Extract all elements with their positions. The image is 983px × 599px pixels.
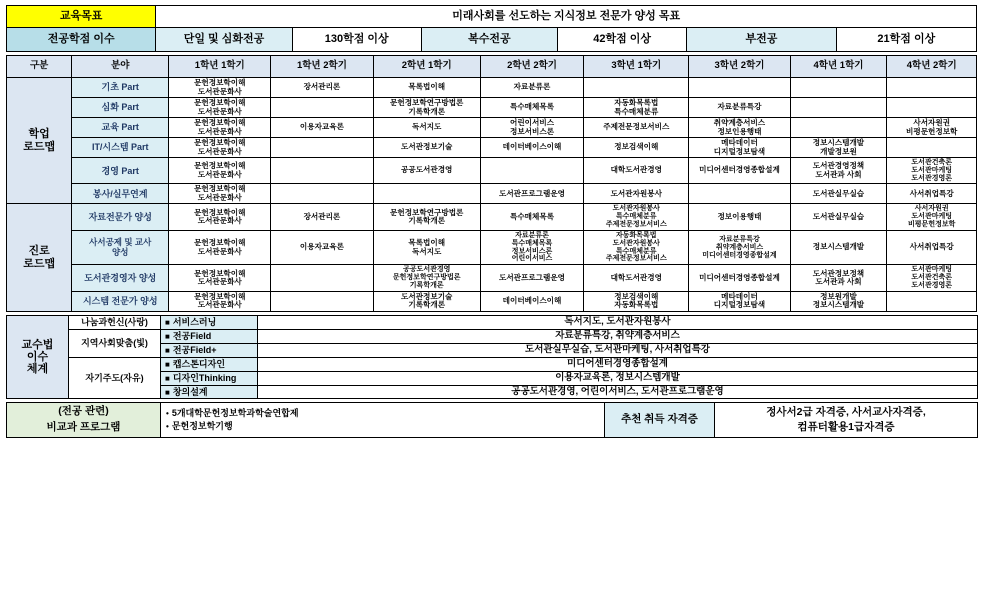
credit-value-2: 21학점 이상 (836, 28, 976, 52)
teaching-tag (161, 343, 258, 357)
course-cell: 도서관경영정책 도서관과 사회 (790, 158, 887, 184)
table-row (7, 315, 978, 329)
course-cell: 문헌정보학이해 도서관문화사 (169, 204, 271, 230)
course-cell: 대학도서관경영 (584, 265, 689, 291)
extracurricular-item (166, 420, 603, 434)
goal-credits-table (6, 5, 977, 52)
extracurricular-items (161, 403, 605, 438)
course-cell: 특수매체목록 (480, 98, 583, 118)
group-label-career-l2: 로드맵 (23, 257, 56, 270)
course-cell: 독서지도 (373, 118, 480, 138)
course-cell: 사서자원권 비평문헌정보학 (887, 118, 977, 138)
teaching-value: 독서지도, 도서관자원봉사 (258, 315, 978, 329)
square-bullet-icon: ■ (165, 345, 170, 355)
certificate-value-l2: 컴퓨터활용1급자격증 (797, 421, 895, 434)
course-cell (887, 78, 977, 98)
certificate-label: 추천 취득 자격증 (605, 403, 715, 438)
header-term-2-1: 2학년 1학기 (373, 56, 480, 78)
course-cell: 사서자원권 도서관마케팅 비평문헌정보학 (887, 204, 977, 230)
group-label-academic-l1: 학업 (28, 128, 50, 141)
header-term-1-1: 1학년 1학기 (169, 56, 271, 78)
course-cell: 데이터베이스이해 (480, 291, 583, 311)
teaching-method-table (6, 315, 978, 400)
course-cell: 자료분류특강 (689, 98, 790, 118)
table-row (7, 184, 977, 204)
course-cell: 목록법이해 (373, 78, 480, 98)
course-cell: 문헌정보학이해 도서관문화사 (169, 78, 271, 98)
course-cell: 정보원개발 정보시스템개발 (790, 291, 887, 311)
course-cell: 공공도서관경영 문헌정보학연구방법론 기록학개론 (373, 265, 480, 291)
table-row (7, 265, 977, 291)
table-row (7, 357, 978, 371)
course-cell (887, 291, 977, 311)
course-cell: 도서관실무실습 (790, 184, 887, 204)
group-label-academic (7, 78, 72, 204)
course-cell (689, 78, 790, 98)
credit-name-1: 복수전공 (421, 28, 557, 52)
course-cell: 정보이용행태 (689, 204, 790, 230)
area-label: 기초 Part (72, 78, 169, 98)
teaching-value: 이용자교육론, 정보시스템개발 (258, 371, 978, 385)
course-cell: 도서관건축론 도서관마케팅 도서관경영론 (887, 158, 977, 184)
course-cell: 이용자교육론 (271, 230, 373, 264)
course-cell (689, 184, 790, 204)
course-cell: 자료분류론 (480, 78, 583, 98)
course-cell: 특수매체목록 (480, 204, 583, 230)
credit-value-1: 42학점 이상 (558, 28, 687, 52)
extracurricular-item-label: 5개대학문헌정보학과학술연합제 (171, 407, 299, 418)
teaching-subgroup: 자기주도(자유) (69, 357, 161, 399)
course-cell: 문헌정보학이해 도서관문화사 (169, 138, 271, 158)
course-cell (790, 78, 887, 98)
course-cell: 정보검색이해 (584, 138, 689, 158)
course-cell: 장서관리론 (271, 204, 373, 230)
course-cell: 장서관리론 (271, 78, 373, 98)
teaching-value: 도서관실무실습, 도서관마케팅, 사서취업특강 (258, 343, 978, 357)
course-cell: 공공도서관경영 (373, 158, 480, 184)
goal-text: 미래사회를 선도하는 지식정보 전문가 양성 목표 (156, 6, 977, 28)
teaching-label-l3: 체계 (26, 363, 49, 376)
course-cell: 대학도서관경영 (584, 158, 689, 184)
course-cell: 정보시스템개발 (790, 230, 887, 264)
extracurricular-certificate-table (6, 402, 978, 438)
course-cell: 도서관정보정책 도서관과 사회 (790, 265, 887, 291)
certificate-value (715, 403, 978, 438)
course-cell: 주제전문정보서비스 (584, 118, 689, 138)
course-cell: 도서관자원봉사 (584, 184, 689, 204)
group-label-career-l1: 진로 (28, 245, 50, 258)
course-cell: 도서관실무실습 (790, 204, 887, 230)
course-cell: 문헌정보학이해 도서관문화사 (169, 98, 271, 118)
table-row (7, 403, 978, 438)
course-cell: 도서관정보기술 (373, 138, 480, 158)
teaching-label-l1: 교수법 (21, 338, 54, 351)
square-bullet-icon: ■ (165, 387, 170, 397)
course-cell: 도서관정보기술 기록학개론 (373, 291, 480, 311)
teaching-tag-label: 디자인Thinking (172, 372, 237, 383)
course-cell: 문헌정보학이해 도서관문화사 (169, 291, 271, 311)
course-cell: 자료분류론 특수매체목록 정보서비스론 어린이서비스 (480, 230, 583, 264)
extracurricular-item (166, 407, 603, 421)
course-cell: 자동화목록법 특수매체분류 (584, 98, 689, 118)
course-cell: 데이터베이스이해 (480, 138, 583, 158)
course-cell: 자동화목록법 도서관자원봉사 특수매체분류 주제전문정보서비스 (584, 230, 689, 264)
area-label: 시스템 전문가 양성 (72, 291, 169, 311)
table-row (7, 138, 977, 158)
course-cell (790, 118, 887, 138)
header-term-1-2: 1학년 2학기 (271, 56, 373, 78)
teaching-tag-label: 전공Field+ (172, 344, 217, 355)
bullet-icon: • (166, 408, 169, 418)
certificate-value-l1: 정사서2급 자격증, 사서교사자격증, (766, 406, 926, 419)
teaching-label-l2: 이수 (26, 350, 49, 363)
header-division: 구분 (7, 56, 72, 78)
extracurricular-item-label: 문헌정보학기행 (171, 421, 233, 432)
teaching-subgroup: 지역사회맞춤(빛) (69, 329, 161, 357)
roadmap-header-row (7, 56, 977, 78)
extracurricular-label-l1: (전공 관련) (58, 405, 109, 418)
area-label: 교육 Part (72, 118, 169, 138)
table-row (7, 158, 977, 184)
table-row (7, 118, 977, 138)
square-bullet-icon: ■ (165, 317, 170, 327)
group-label-academic-l2: 로드맵 (23, 140, 56, 153)
group-label-career (7, 204, 72, 311)
course-cell: 목록법이해 독서지도 (373, 230, 480, 264)
credit-name-2: 부전공 (687, 28, 836, 52)
header-term-3-2: 3학년 2학기 (689, 56, 790, 78)
header-area: 분야 (72, 56, 169, 78)
table-row (7, 204, 977, 230)
course-cell (271, 265, 373, 291)
table-row (7, 98, 977, 118)
credit-value-0: 130학점 이상 (292, 28, 421, 52)
header-term-4-1: 4학년 1학기 (790, 56, 887, 78)
course-cell (373, 184, 480, 204)
course-cell: 정보검색이해 자동화목록법 (584, 291, 689, 311)
teaching-tag (161, 371, 258, 385)
course-cell: 문헌정보학이해 도서관문화사 (169, 265, 271, 291)
header-term-3-1: 3학년 1학기 (584, 56, 689, 78)
area-label: 심화 Part (72, 98, 169, 118)
extracurricular-label (7, 403, 161, 438)
course-cell: 이용자교육론 (271, 118, 373, 138)
table-row (7, 329, 978, 343)
table-row (7, 78, 977, 98)
course-cell (271, 138, 373, 158)
course-cell (271, 291, 373, 311)
course-cell: 메타데이터 디지털정보탐색 (689, 138, 790, 158)
teaching-subgroup: 나눔과헌신(사랑) (69, 315, 161, 329)
course-cell (584, 78, 689, 98)
course-cell: 자료분류특강 취약계층서비스 미디어센터경영종합설계 (689, 230, 790, 264)
square-bullet-icon: ■ (165, 359, 170, 369)
course-cell: 사서취업특강 (887, 184, 977, 204)
course-cell: 도서관프로그램운영 (480, 184, 583, 204)
teaching-tag-label: 서비스러닝 (172, 316, 217, 327)
teaching-tag (161, 329, 258, 343)
square-bullet-icon: ■ (165, 373, 170, 383)
teaching-value: 자료분류특강, 취약계층서비스 (258, 329, 978, 343)
course-cell: 정보시스템개발 개발정보원 (790, 138, 887, 158)
course-cell: 취약계층서비스 정보인용행태 (689, 118, 790, 138)
goal-row (7, 6, 977, 28)
course-cell: 미디어센터경영종합설계 (689, 265, 790, 291)
course-cell: 문헌정보학이해 도서관문화사 (169, 184, 271, 204)
course-cell (271, 98, 373, 118)
goal-label: 교육목표 (7, 6, 156, 28)
area-label: 도서관경영자 양성 (72, 265, 169, 291)
extracurricular-label-l2: 비교과 프로그램 (46, 421, 121, 434)
credit-row (7, 28, 977, 52)
area-label: 사서공제 및 교사 양성 (72, 230, 169, 264)
course-cell: 도서관프로그램운영 (480, 265, 583, 291)
table-row (7, 230, 977, 264)
course-cell (271, 184, 373, 204)
bullet-icon: • (166, 422, 169, 432)
course-cell (480, 158, 583, 184)
area-label: 자료전문가 양성 (72, 204, 169, 230)
table-row (7, 291, 977, 311)
course-cell: 도서관마케팅 도서관건축론 도서관경영론 (887, 265, 977, 291)
course-cell (271, 158, 373, 184)
teaching-value: 공공도서관경영, 어린이서비스, 도서관프로그램운영 (258, 385, 978, 399)
course-cell: 도서관자원봉사 특수매체분류 주제전문정보서비스 (584, 204, 689, 230)
course-cell (887, 98, 977, 118)
roadmap-table (6, 55, 977, 312)
teaching-tag-label: 캡스톤디자인 (172, 358, 226, 369)
area-label: IT/시스템 Part (72, 138, 169, 158)
course-cell (887, 138, 977, 158)
course-cell: 미디어센터경영종합설계 (689, 158, 790, 184)
course-cell: 문헌정보학이해 도서관문화사 (169, 118, 271, 138)
credit-name-0: 단일 및 심화전공 (156, 28, 292, 52)
teaching-tag (161, 357, 258, 371)
course-cell (790, 98, 887, 118)
teaching-tag-label: 창의설계 (172, 386, 208, 397)
teaching-value: 미디어센터경영종합설계 (258, 357, 978, 371)
course-cell: 사서취업특강 (887, 230, 977, 264)
header-term-4-2: 4학년 2학기 (887, 56, 977, 78)
course-cell: 문헌정보학이해 도서관문화사 (169, 230, 271, 264)
course-cell: 문헌정보학연구방법론 기록학개론 (373, 204, 480, 230)
course-cell: 문헌정보학이해 도서관문화사 (169, 158, 271, 184)
course-cell: 어린이서비스 정보서비스론 (480, 118, 583, 138)
course-cell: 메타데이터 디지털정보탐색 (689, 291, 790, 311)
header-term-2-2: 2학년 2학기 (480, 56, 583, 78)
credit-label: 전공학점 이수 (7, 28, 156, 52)
teaching-method-label (7, 315, 69, 399)
course-cell: 문헌정보학연구방법론 기록학개론 (373, 98, 480, 118)
teaching-tag (161, 385, 258, 399)
teaching-tag (161, 315, 258, 329)
area-label: 봉사/실무연계 (72, 184, 169, 204)
teaching-tag-label: 전공Field (172, 330, 212, 341)
square-bullet-icon: ■ (165, 331, 170, 341)
area-label: 경영 Part (72, 158, 169, 184)
